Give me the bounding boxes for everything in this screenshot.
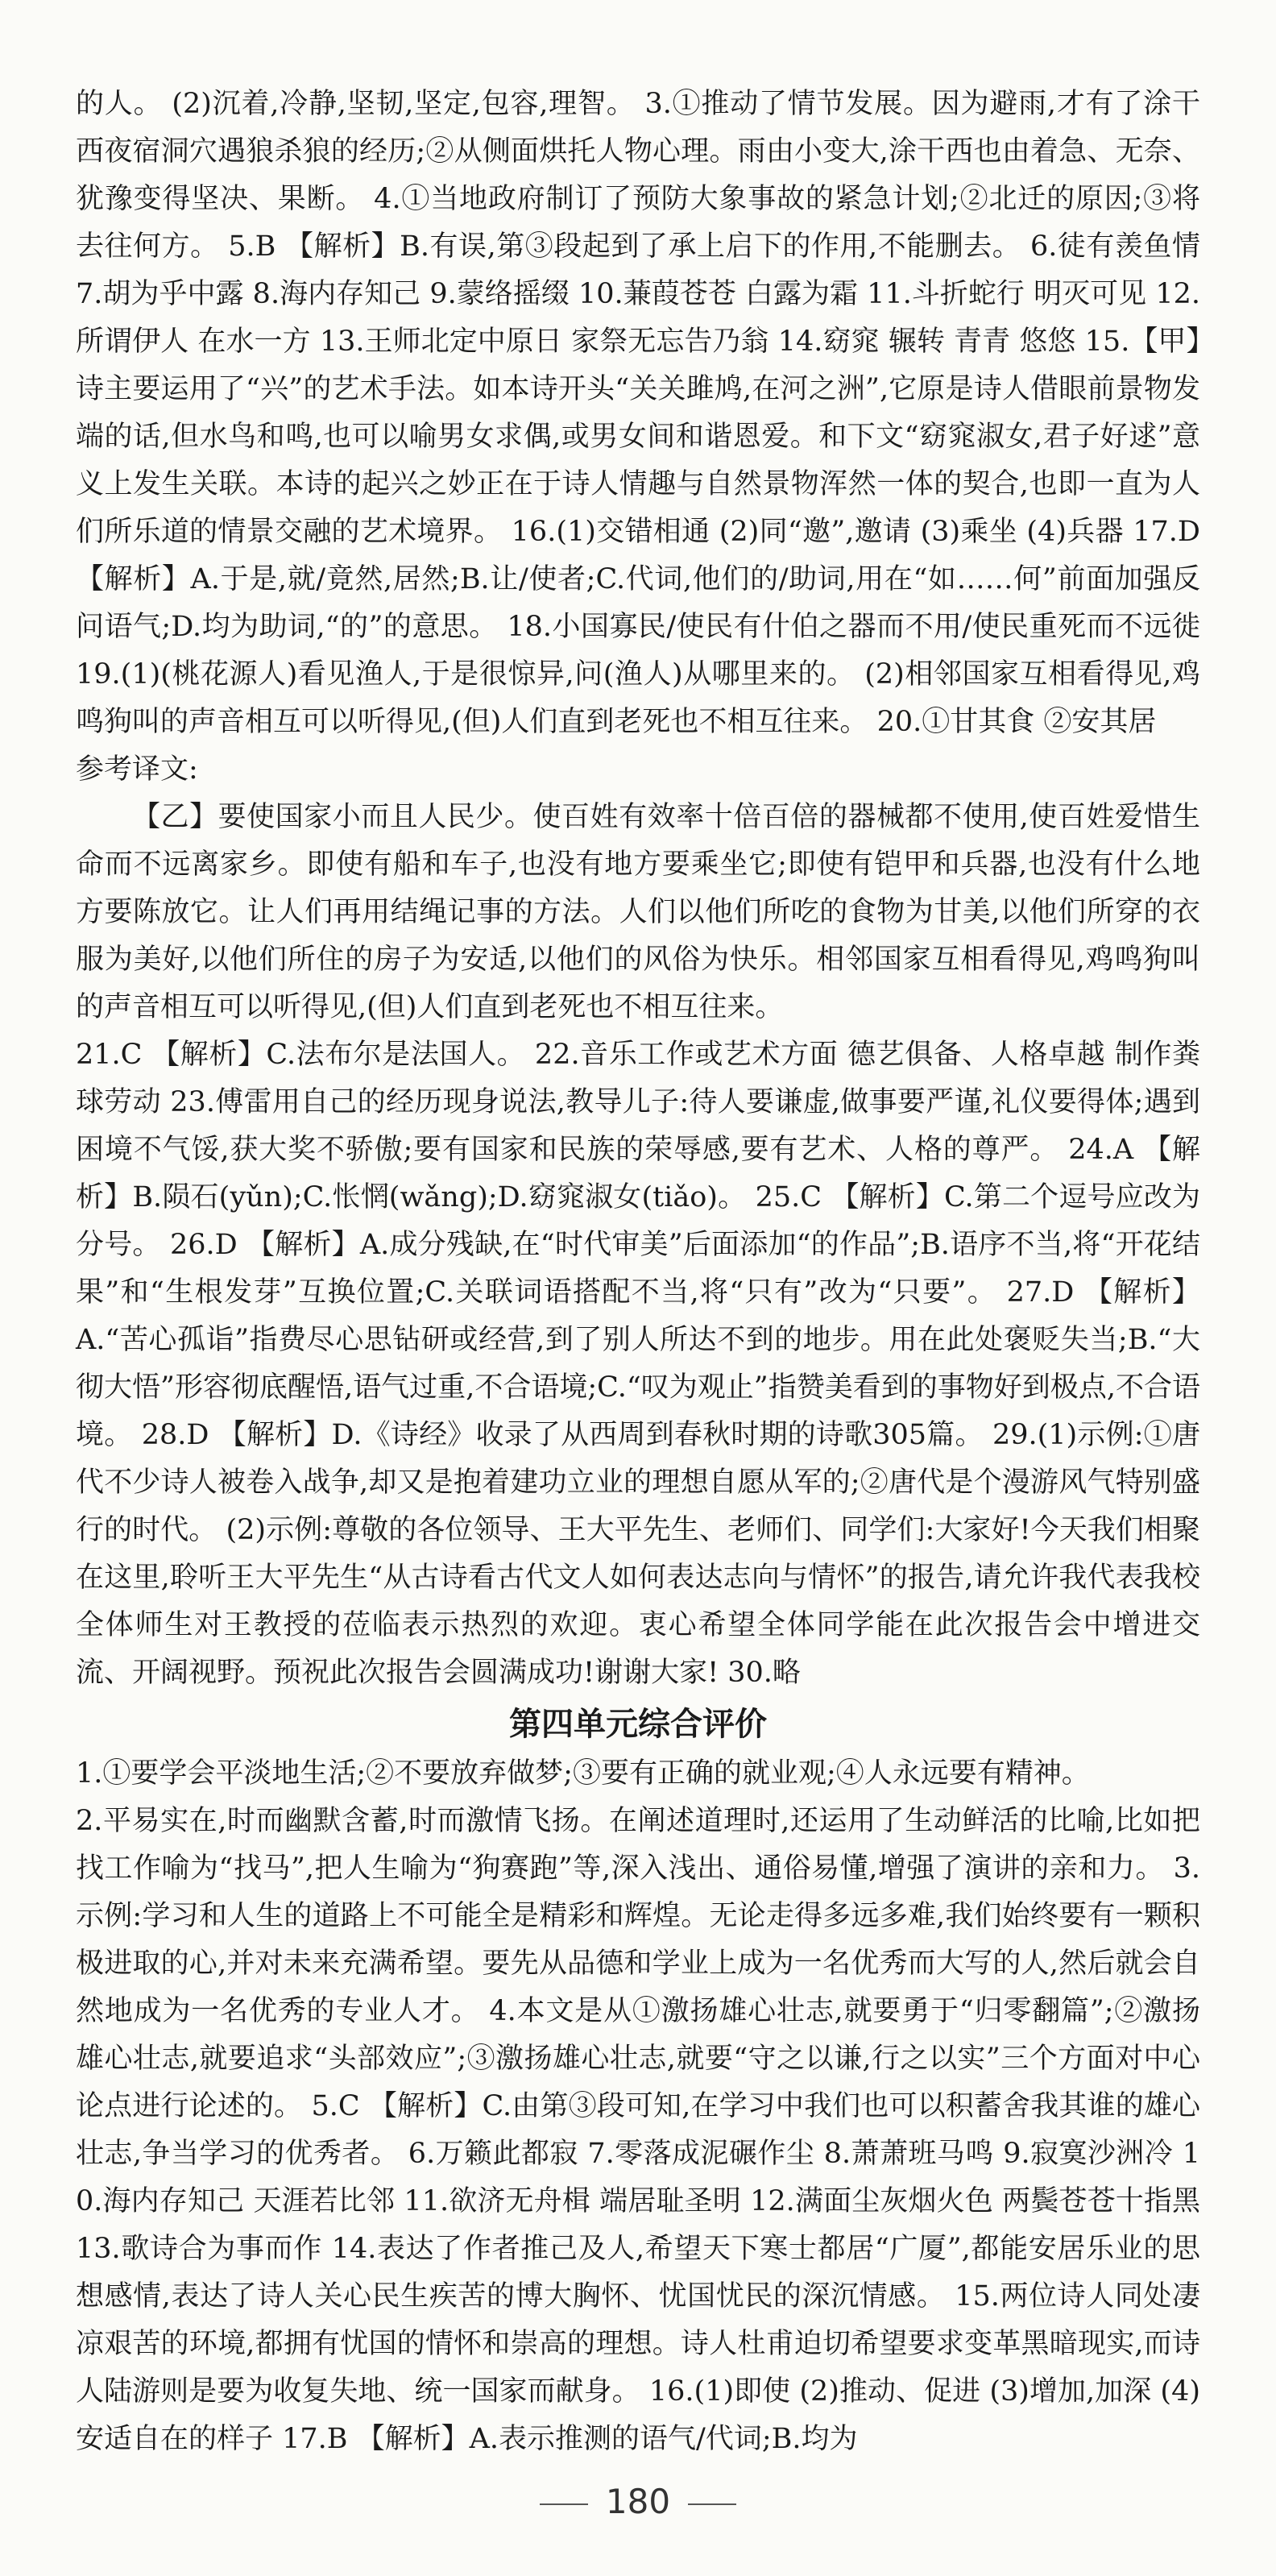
translation-paragraph: 【乙】要使国家小而且人民少。使百姓有效率十倍百倍的器械都不使用,使百姓爱惜生命而不远离家乡。即使有船和车子,也没有地方要乘坐它;即使有铠甲和兵器,也没有什么地方要陈放它。让人们再用结绳记事的方法。人们以他们所吃的食物为甘美,以他们所穿的衣服为美好,以他们所住的房子为安适,以他们的风俗为快乐。相邻国家互相看得见,鸡鸣狗叫的声音相互可以听得见,(但)人们直到老死也不相互往来。 bbox=[76, 801, 1200, 1023]
page-footer bbox=[0, 2482, 1276, 2521]
section-title: 第四单元综合评价 bbox=[509, 1706, 767, 1743]
section-answer-paragraph: 1.①要学会平淡地生活;②不要放弃做梦;③要有正确的就业观;④人永远要有精神。 bbox=[76, 1757, 1090, 1790]
translation-label: 参考译文: bbox=[76, 753, 198, 786]
footer-dash-right bbox=[688, 2503, 736, 2505]
answer-paragraph: 21.C 【解析】C.法布尔是法国人。 22.音乐工作或艺术方面 德艺俱备、人格卓越 制作粪球劳动 23.傅雷用自己的经历现身说法,教导儿子:待人要谦虚,做事要严谨,礼仪要得体;遇到困境不气馁,获大奖不骄傲;要有国家和民族的荣辱感,要有艺术、人格的尊严。 24.A 【解析】B.陨石(yǔn);C.怅惘(wǎng);D.窈窕淑女(tiǎo)。 25.C 【解析】C.第二个逗号应改为分号。 26.D 【解析】A.成分残缺,在“时代审美”后面添加“的作品”;B.语序不当,将“开花结果”和“生根发芽”互换位置;C.关联词语搭配不当,将“只有”改为“只要”。 27.D 【解析】A.“苦心孤诣”指费尽心思钻研或经营,到了别人所达不到的地步。用在此处褒贬失当;B.“大彻大悟”形容彻底醒悟,语气过重,不合语境;C.“叹为观止”指赞美看到的事物好到极点,不合语境。 28.D 【解析】D.《诗经》收录了从西周到春秋时期的诗歌305篇。 29.(1)示例:①唐代不少诗人被卷入战争,却又是抱着建功立业的理想自愿从军的;②唐代是个漫游风气特别盛行的时代。 (2)示例:尊敬的各位领导、王大平先生、老师们、同学们:大家好!今天我们相聚在这里,聆听王大平先生“从古诗看古代文人如何表达志向与情怀”的报告,请允许我代表我校全体师生对王教授的莅临表示热烈的欢迎。衷心希望全体同学能在此次报告会中增进交流、开阔视野。预祝此次报告会圆满成功!谢谢大家! 30.略 bbox=[76, 1039, 1200, 1689]
footer-dash-left bbox=[540, 2503, 588, 2505]
answer-paragraph: 的人。 (2)沉着,冷静,坚韧,坚定,包容,理智。 3.①推动了情节发展。因为避雨,才有了涂干西夜宿洞穴遇狼杀狼的经历;②从侧面烘托人物心理。雨由小变大,涂干西也由着急、无奈、犹豫变得坚决、果断。 4.①当地政府制订了预防大象事故的紧急计划;②北迁的原因;③将去往何方。 5.B 【解析】B.有误,第③段起到了承上启下的作用,不能删去。 6.徒有羡鱼情 7.胡为乎中露 8.海内存知己 9.蒙络摇缀 10.蒹葭苍苍 白露为霜 11.斗折蛇行 明灭可见 12.所谓伊人 在水一方 13.王师北定中原日 家祭无忘告乃翁 14.窈窕 辗转 青青 悠悠 15.【甲】诗主要运用了“兴”的艺术手法。如本诗开头“关关雎鸠,在河之洲”,它原是诗人借眼前景物发端的话,但水鸟和鸣,也可以喻男女求偶,或男女间和谐恩爱。和下文“窈窕淑女,君子好逑”意义上发生关联。本诗的起兴之妙正在于诗人情趣与自然景物浑然一体的契合,也即一直为人们所乐道的情景交融的艺术境界。 16.(1)交错相通 (2)同“邀”,邀请 (3)乘坐 (4)兵器 17.D 【解析】A.于是,就/竟然,居然;B.让/使者;C.代词,他们的/助词,用在“如……何”前面加强反问语气;D.均为助词,“的”的意思。 18.小国寡民/使民有什伯之器而不用/使民重死而不远徙 19.(1)(桃花源人)看见渔人,于是很惊异,问(渔人)从哪里来的。 (2)相邻国家互相看得见,鸡鸣狗叫的声音相互可以听得见,(但)人们直到老死也不相互往来。 20.①甘其食 ②安其居 bbox=[76, 88, 1200, 738]
page-number: 180 bbox=[605, 2482, 671, 2521]
section-answer-paragraph: 2.平易实在,时而幽默含蓄,时而激情飞扬。在阐述道理时,还运用了生动鲜活的比喻,比如把找工作喻为“找马”,把人生喻为“狗赛跑”等,深入浅出、通俗易懂,增强了演讲的亲和力。 3.示例:学习和人生的道路上不可能全是精彩和辉煌。无论走得多远多难,我们始终要有一颗积极进取的心,并对未来充满希望。要先从品德和学业上成为一名优秀而大写的人,然后就会自然地成为一名优秀的专业人才。 4.本文是从①激扬雄心壮志,就要勇于“归零翻篇”;②激扬雄心壮志,就要追求“头部效应”;③激扬雄心壮志,就要“守之以谦,行之以实”三个方面对中心论点进行论述的。 5.C 【解析】C.由第③段可知,在学习中我们也可以积蓄舍我其谁的雄心壮志,争当学习的优秀者。 6.万籁此都寂 7.零落成泥碾作尘 8.萧萧班马鸣 9.寂寞沙洲冷 10.海内存知己 天涯若比邻 11.欲济无舟楫 端居耻圣明 12.满面尘灰烟火色 两鬓苍苍十指黑 13.歌诗合为事而作 14.表达了作者推己及人,希望天下寒士都居“广厦”,都能安居乐业的思想感情,表达了诗人关心民生疾苦的博大胸怀、忧国忧民的深沉情感。 15.两位诗人同处凄凉艰苦的环境,都拥有忧国的情怀和崇高的理想。诗人杜甫迫切希望要求变革黑暗现实,而诗人陆游则是要为收复失地、统一国家而献身。 16.(1)即使 (2)推动、促进 (3)增加,加深 (4)安适自在的样子 17.B 【解析】A.表示推测的语气/代词;B.均为 bbox=[76, 1805, 1200, 2455]
